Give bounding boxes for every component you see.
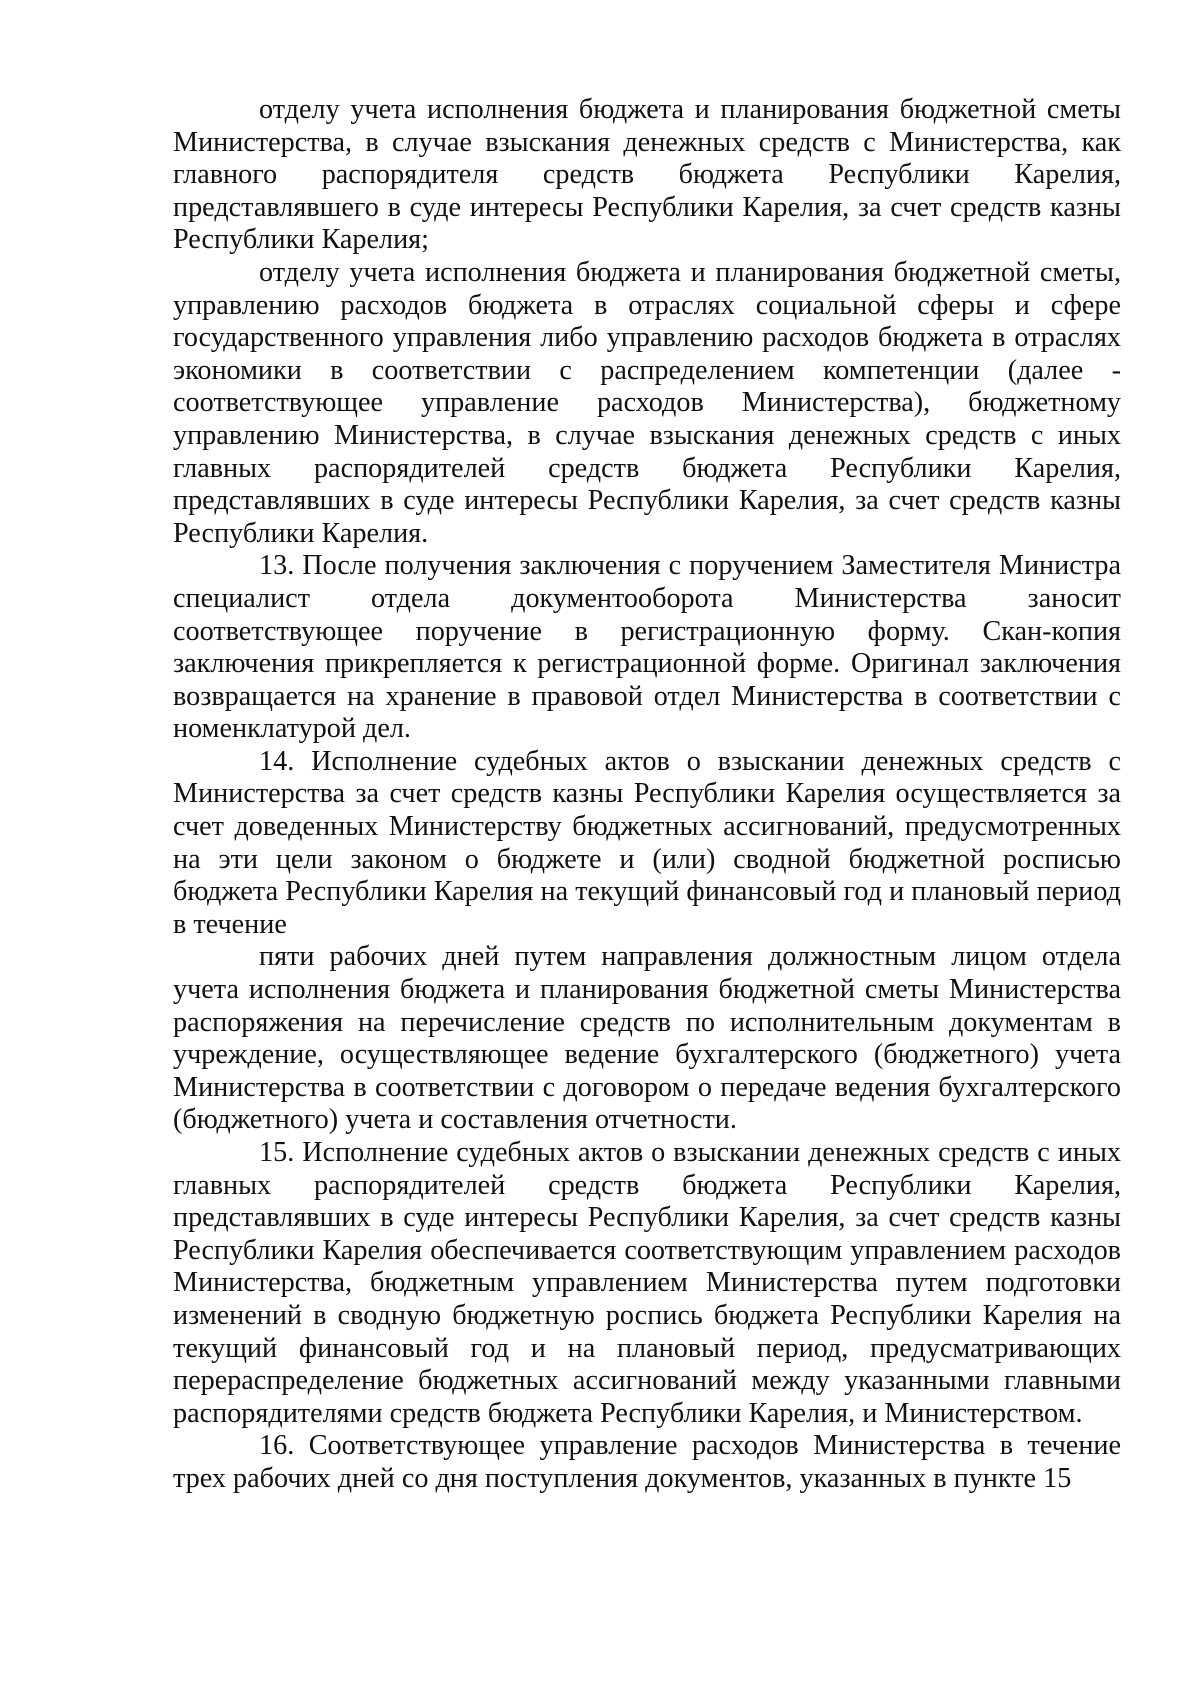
document-page	[173, 94, 1121, 1496]
paragraph-budget-accounting-department: отделу учета исполнения бюджета и планирования бюджетной сметы Министерства, в случае взыскания денежных средств с Министерства, как главного распорядителя средств бюджета Республики Карелия, представлявшего в суде интересы Республики Карелия, за счет средств казны Республики Карелия;	[173, 94, 1121, 256]
paragraph-item-14-continuation: пяти рабочих дней путем направления должностным лицом отдела учета исполнения бюджета и планирования бюджетной сметы Министерства распоряжения на перечисление средств по исполнительным документам в учреждение, осуществляющее ведение бухгалтерского (бюджетного) учета Министерства в соответствии с договором о передаче ведения бухгалтерского (бюджетного) учета и составления отчетности.	[173, 941, 1121, 1136]
paragraph-item-15: 15. Исполнение судебных актов о взыскании денежных средств с иных главных распорядителей средств бюджета Республики Карелия, представлявших в суде интересы Республики Карелия, за счет средств казны Республики Карелия обеспечивается соответствующим управлением расходов Министерства, бюджетным управлением Министерства путем подготовки изменений в сводную бюджетную роспись бюджета Республики Карелия на текущий финансовый год и на плановый период, предусматривающих перераспределение бюджетных ассигнований между указанными главными распорядителями средств бюджета Республики Карелия, и Министерством.	[173, 1137, 1121, 1429]
paragraph-item-13: 13. После получения заключения с поручением Заместителя Министра специалист отдела документооборота Министерства заносит соответствующее поручение в регистрационную форму. Скан-копия заключения прикрепляется к регистрационной форме. Оригинал заключения возвращается на хранение в правовой отдел Министерства в соответствии с номенклатурой дел.	[173, 550, 1121, 745]
paragraph-item-14: 14. Исполнение судебных актов о взыскании денежных средств с Министерства за счет средств казны Республики Карелия осуществляется за счет доведенных Министерству бюджетных ассигнований, предусмотренных на эти цели законом о бюджете и (или) сводной бюджетной росписью бюджета Республики Карелия на текущий финансовый год и плановый период в течение	[173, 745, 1121, 940]
paragraph-expenditure-departments: отделу учета исполнения бюджета и планирования бюджетной сметы, управлению расходов бюджета в отраслях социальной сферы и сфере государственного управления либо управлению расходов бюджета в отраслях экономики в соответствии с распределением компетенции (далее - соответствующее управление расходов Министерства), бюджетному управлению Министерства, в случае взыскания денежных средств с иных главных распорядителей средств бюджета Республики Карелия, представлявших в суде интересы Республики Карелия, за счет средств казны Республики Карелия.	[173, 256, 1121, 549]
paragraph-item-16: 16. Соответствующее управление расходов Министерства в течение трех рабочих дней со дня поступления документов, указанных в пункте 15	[173, 1430, 1121, 1494]
